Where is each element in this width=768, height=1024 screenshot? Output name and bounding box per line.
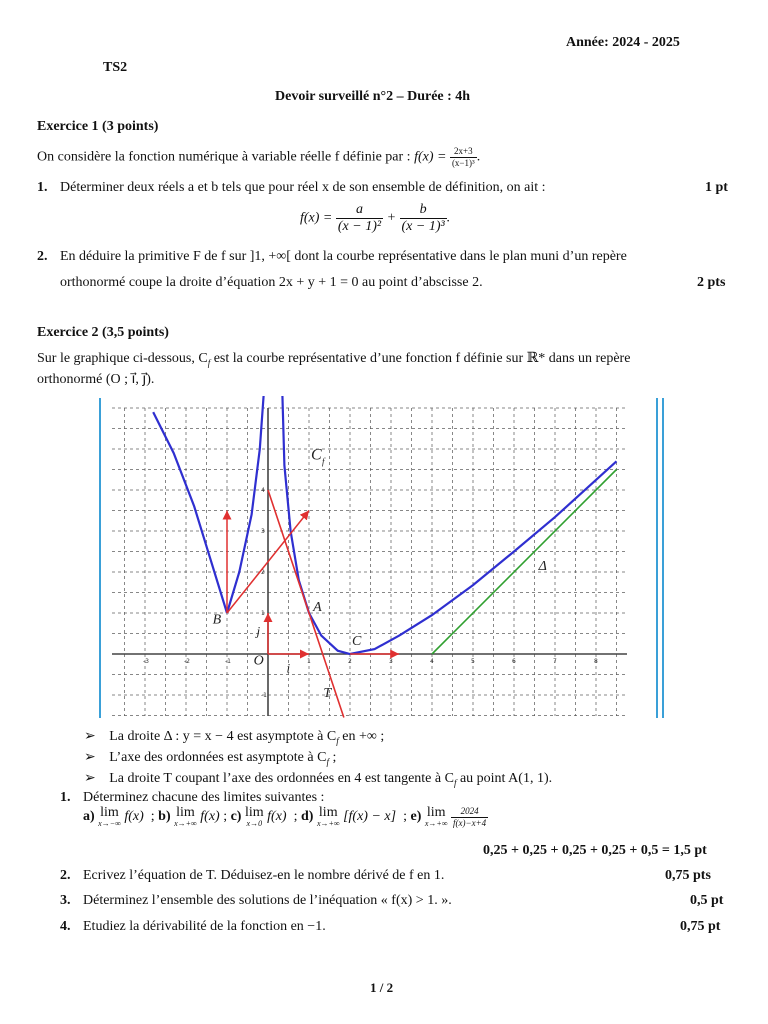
x-tick-label: -1 [225, 658, 231, 665]
y-tick-label: -1 [261, 692, 267, 699]
ex2-q2-points: 0,75 pts [665, 868, 711, 883]
label-delta: Δ [538, 558, 547, 574]
x-tick-label: 4 [430, 658, 434, 665]
exam-title: Devoir surveillé n°2 – Durée : 4h [275, 89, 471, 104]
label-point-a: A [313, 599, 322, 615]
label-point-b: B [212, 612, 222, 628]
exercise-2-intro-line2: orthonormé (O ; i⃗, j⃗). [37, 372, 155, 387]
y-tick-label: 1 [261, 610, 265, 617]
axes [112, 408, 627, 716]
asymptote-delta [432, 470, 617, 655]
curve-right-branch [282, 396, 616, 654]
ex2-q4-text: Etudiez la dérivabilité de la fonction en −1. [83, 919, 326, 934]
exercise-1-title: Exercice 1 (3 points) [37, 119, 159, 134]
exercise-2-title: Exercice 2 (3,5 points) [37, 325, 169, 340]
ex1-q2-points: 2 pts [697, 275, 726, 290]
exercise-1-intro: On considère la fonction numérique à variable réelle f définie par : f(x) = $\frac{2x+3}{\text{(x−1)³}}$ . [37, 146, 481, 168]
x-tick-label: 6 [512, 658, 516, 665]
label-vector-i: i [286, 660, 291, 676]
ex1-q1-text: Déterminer deux réels a et b tels que pour réel x de son ensemble de définition, on ait : [60, 180, 546, 195]
tangent-t [268, 490, 344, 718]
grid-lines [112, 408, 627, 716]
ex2-q3-points: 0,5 pt [690, 893, 724, 908]
y-tick-label: 2 [261, 569, 265, 576]
x-tick-label: 7 [553, 658, 557, 665]
bullet-asymptote-y-axis: ➢ L’axe des ordonnées est asymptote à $C_f$ ; [84, 749, 336, 767]
ex2-q1-text: Déterminez chacune des limites suivantes : [83, 790, 325, 805]
x-tick-label: -2 [184, 658, 190, 665]
ex2-q2-text: Ecrivez l’équation de T. Déduisez-en le nombre dérivé de f en 1. [83, 868, 445, 883]
x-tick-label: 1 [307, 658, 311, 665]
ex2-q2-number: 2. [60, 868, 71, 883]
x-tick-label: -3 [143, 658, 149, 665]
label-origin: O [253, 653, 264, 669]
ex1-q1-points: 1 pt [705, 180, 728, 195]
ex1-q2-number: 2. [37, 249, 48, 264]
label-vector-j: j [256, 623, 261, 639]
ex1-equation: f(x) = $\frac{a}{\text{(x − 1)²}}$ + $\frac{b}{\text{(x − 1)³}}$ . [300, 202, 451, 234]
ex2-q1-points: 0,25 + 0,25 + 0,25 + 0,25 + 0,5 = 1,5 pt [483, 843, 707, 858]
ex2-q3-text: Déterminez l’ensemble des solutions de l’inéquation « f(x) > 1. ». [83, 893, 452, 908]
class-label: TS2 [103, 60, 128, 75]
school-year: Année: 2024 - 2025 [566, 35, 680, 50]
function-graph [97, 396, 669, 720]
ex2-q3-number: 3. [60, 893, 71, 908]
ex2-q4-number: 4. [60, 919, 71, 934]
bullet-asymptote-delta: ➢ La droite Δ : y = x − 4 est asymptote à $C_f$ en +∞ ; [84, 728, 384, 746]
y-tick-label: 3 [261, 528, 265, 535]
label-point-c: C [352, 633, 362, 649]
label-cf: C [311, 446, 322, 464]
ex1-q2-line2: orthonormé coupe la droite d’équation 2x + y + 1 = 0 au point d’abscisse 2. [60, 275, 483, 290]
label-cf-subscript: f [322, 456, 325, 467]
page-number: 1 / 2 [370, 980, 394, 995]
ex1-q1-number: 1. [37, 180, 48, 195]
y-tick-label: 4 [261, 487, 265, 494]
x-tick-label: 5 [471, 658, 475, 665]
limits-row: a) lim x→−∞ f(x) ; b) lim x→+∞ f(x) ; c) lim x→0 f(x) ; d) lim x→+∞ [f(x) − x] ; e) lim x→+∞ $\frac{2024}{f(x)-x+4}$ [83, 805, 487, 828]
x-tick-label: 2 [348, 658, 352, 665]
curve-left-branch [153, 412, 227, 613]
ex2-q1-number: 1. [60, 790, 71, 805]
curves [153, 396, 616, 718]
x-tick-label: 8 [594, 658, 598, 665]
x-tick-label: 3 [389, 658, 393, 665]
label-tangent-t: T [323, 686, 332, 702]
bullet-tangent-t: ➢ La droite T coupant l’axe des ordonnées en 4 est tangente à $C_f$ au point A(1, 1). [84, 770, 552, 788]
ex1-q2-line1: En déduire la primitive F de f sur ]1, +∞[ dont la courbe représentative dans le plan muni d’un repère [60, 249, 627, 264]
exercise-2-intro-line1: Sur le graphique ci-dessous, $C_f$ est la courbe représentative d’une fonction f définie sur ℝ* dans un repère [37, 351, 631, 368]
ex2-q4-points: 0,75 pt [680, 919, 721, 934]
